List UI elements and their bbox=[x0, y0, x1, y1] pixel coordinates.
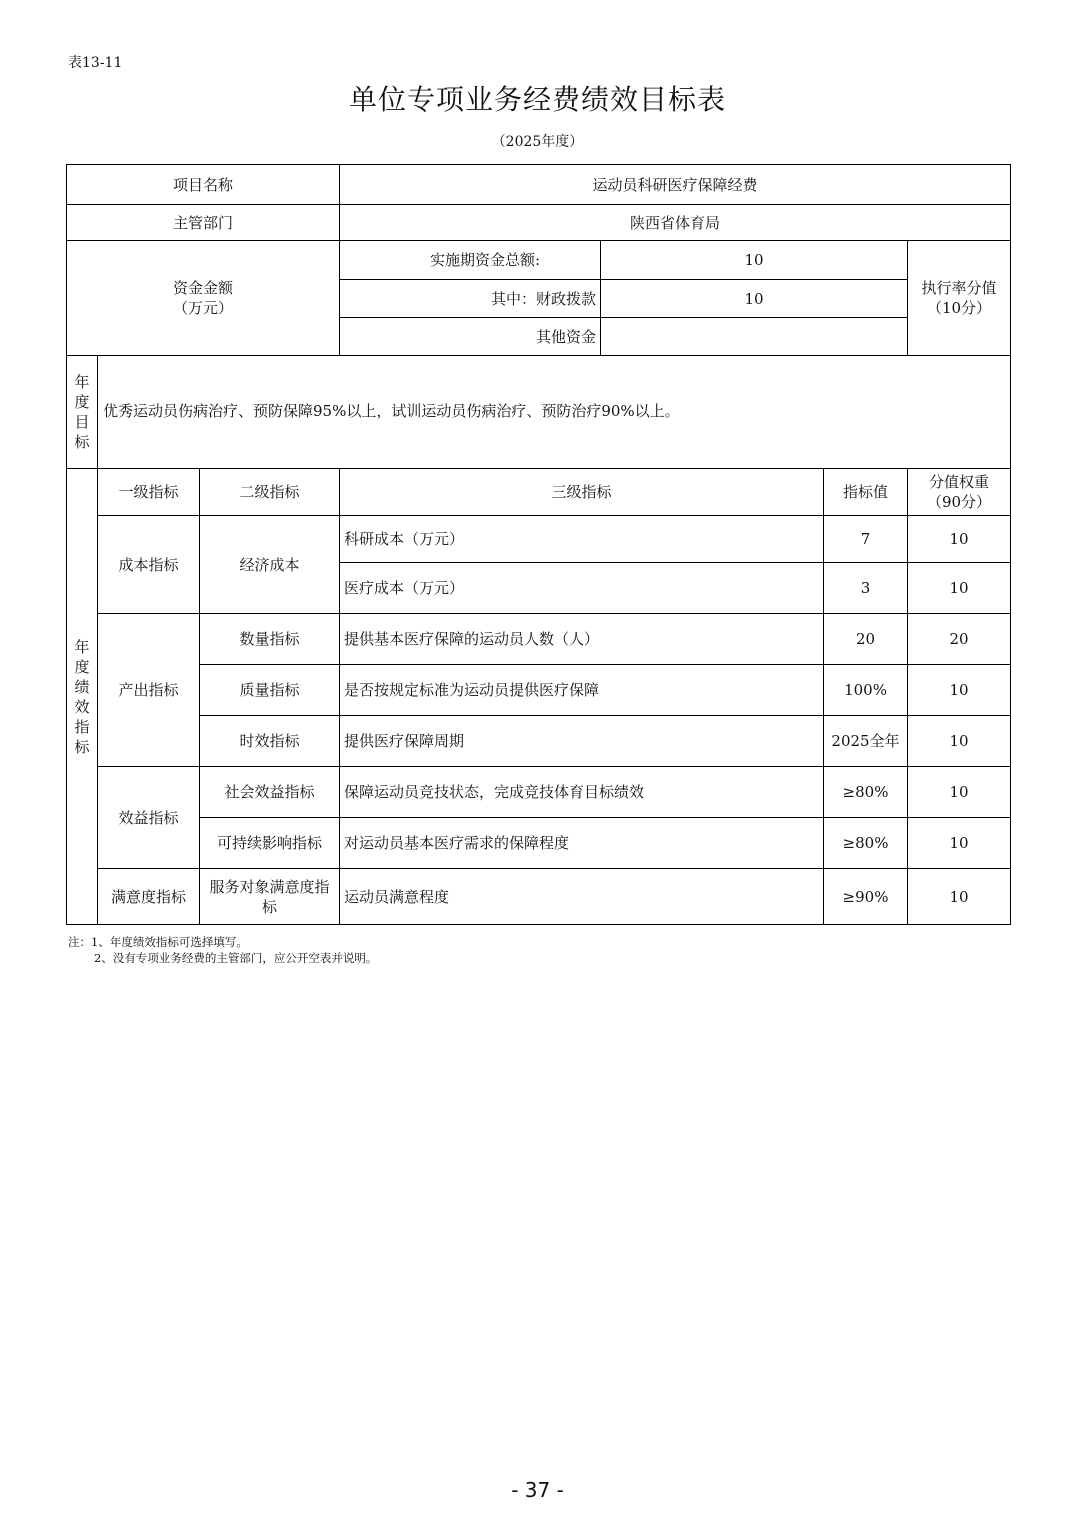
page-number: - 37 - bbox=[511, 1478, 564, 1502]
value-cell: 20 bbox=[824, 614, 908, 665]
group-benefit: 效益指标 bbox=[98, 767, 200, 869]
funds-fiscal-value: 10 bbox=[601, 280, 908, 318]
weight-cell: 10 bbox=[908, 869, 1011, 925]
level3-cell: 提供医疗保障周期 bbox=[340, 716, 824, 767]
table-row bbox=[67, 818, 1011, 869]
level2-cell: 社会效益指标 bbox=[200, 767, 340, 818]
footnote-1: 注：1、年度绩效指标可选择填写。 bbox=[68, 935, 248, 949]
department-label: 主管部门 bbox=[67, 205, 340, 241]
value-cell: 7 bbox=[824, 516, 908, 563]
funds-other-label: 其他资金 bbox=[340, 318, 601, 356]
level2-cell: 可持续影响指标 bbox=[200, 818, 340, 869]
table-row bbox=[67, 516, 1011, 563]
level2-cell: 时效指标 bbox=[200, 716, 340, 767]
table-row bbox=[67, 665, 1011, 716]
weight-cell: 10 bbox=[908, 516, 1011, 563]
header-weight-cell bbox=[908, 469, 1011, 516]
level3-cell: 保障运动员竞技状态，完成竞技体育目标绩效 bbox=[340, 767, 824, 818]
level3-cell: 医疗成本（万元） bbox=[340, 563, 824, 614]
funds-label: 资金金额 bbox=[173, 279, 234, 297]
fiscal-year: （2025年度） bbox=[491, 134, 584, 150]
level3-cell: 运动员满意程度 bbox=[340, 869, 824, 925]
funds-fiscal-label: 其中：财政拨款 bbox=[340, 280, 601, 318]
performance-target-table bbox=[66, 164, 1011, 925]
weight-cell: 10 bbox=[908, 818, 1011, 869]
header-level3: 三级指标 bbox=[340, 469, 824, 516]
weight-cell: 20 bbox=[908, 614, 1011, 665]
header-level1: 一级指标 bbox=[98, 469, 200, 516]
level2-cell: 质量指标 bbox=[200, 665, 340, 716]
level2-cell: 服务对象满意度指标 bbox=[200, 869, 340, 925]
level3-cell: 对运动员基本医疗需求的保障程度 bbox=[340, 818, 824, 869]
footnote-2: 2、没有专项业务经费的主管部门，应公开空表并说明。 bbox=[94, 951, 378, 965]
execution-rate-cell bbox=[908, 241, 1011, 356]
level3-cell: 科研成本（万元） bbox=[340, 516, 824, 563]
header-weight: 分值权重 bbox=[929, 473, 990, 491]
performance-indicators-label-cell bbox=[67, 469, 98, 925]
group-cost: 成本指标 bbox=[98, 516, 200, 614]
header-value: 指标值 bbox=[824, 469, 908, 516]
weight-cell: 10 bbox=[908, 716, 1011, 767]
funds-unit: （万元） bbox=[173, 299, 234, 317]
execution-rate-label: 执行率分值 bbox=[921, 279, 997, 297]
value-cell: 3 bbox=[824, 563, 908, 614]
page-title: 单位专项业务经费绩效目标表 bbox=[348, 83, 726, 116]
funds-other-value bbox=[601, 318, 908, 356]
level2-cell: 数量指标 bbox=[200, 614, 340, 665]
table-row bbox=[67, 869, 1011, 925]
annual-goal-label: 年度目标 bbox=[74, 373, 90, 451]
weight-cell: 10 bbox=[908, 563, 1011, 614]
value-cell: 2025全年 bbox=[824, 716, 908, 767]
weight-cell: 10 bbox=[908, 665, 1011, 716]
funds-total-value: 10 bbox=[601, 241, 908, 280]
performance-indicators-label: 年度绩效指标 bbox=[74, 637, 90, 756]
project-name-value: 运动员科研医疗保障经费 bbox=[340, 165, 1011, 205]
annual-goal-text: 优秀运动员伤病治疗、预防保障95%以上，试训运动员伤病治疗、预防治疗90%以上。 bbox=[98, 356, 1011, 469]
funds-label-cell bbox=[67, 241, 340, 356]
group-output: 产出指标 bbox=[98, 614, 200, 767]
department-value: 陕西省体育局 bbox=[340, 205, 1011, 241]
table-row bbox=[67, 716, 1011, 767]
weight-cell: 10 bbox=[908, 767, 1011, 818]
project-name-label: 项目名称 bbox=[67, 165, 340, 205]
header-weight-sub: （90分） bbox=[926, 493, 992, 511]
annual-goal-label-cell bbox=[67, 356, 98, 469]
value-cell: ≥80% bbox=[824, 818, 908, 869]
level3-cell: 是否按规定标准为运动员提供医疗保障 bbox=[340, 665, 824, 716]
group-satisfaction: 满意度指标 bbox=[98, 869, 200, 925]
execution-rate-score: （10分） bbox=[926, 299, 992, 317]
funds-total-label: 实施期资金总额: bbox=[340, 241, 601, 280]
footnotes bbox=[68, 934, 377, 966]
level2-cell: 经济成本 bbox=[200, 516, 340, 614]
table-number: 表13-11 bbox=[68, 55, 123, 71]
value-cell: ≥90% bbox=[824, 869, 908, 925]
value-cell: 100% bbox=[824, 665, 908, 716]
header-level2: 二级指标 bbox=[200, 469, 340, 516]
value-cell: ≥80% bbox=[824, 767, 908, 818]
table-row bbox=[67, 614, 1011, 665]
table-row bbox=[67, 767, 1011, 818]
level3-cell: 提供基本医疗保障的运动员人数（人） bbox=[340, 614, 824, 665]
